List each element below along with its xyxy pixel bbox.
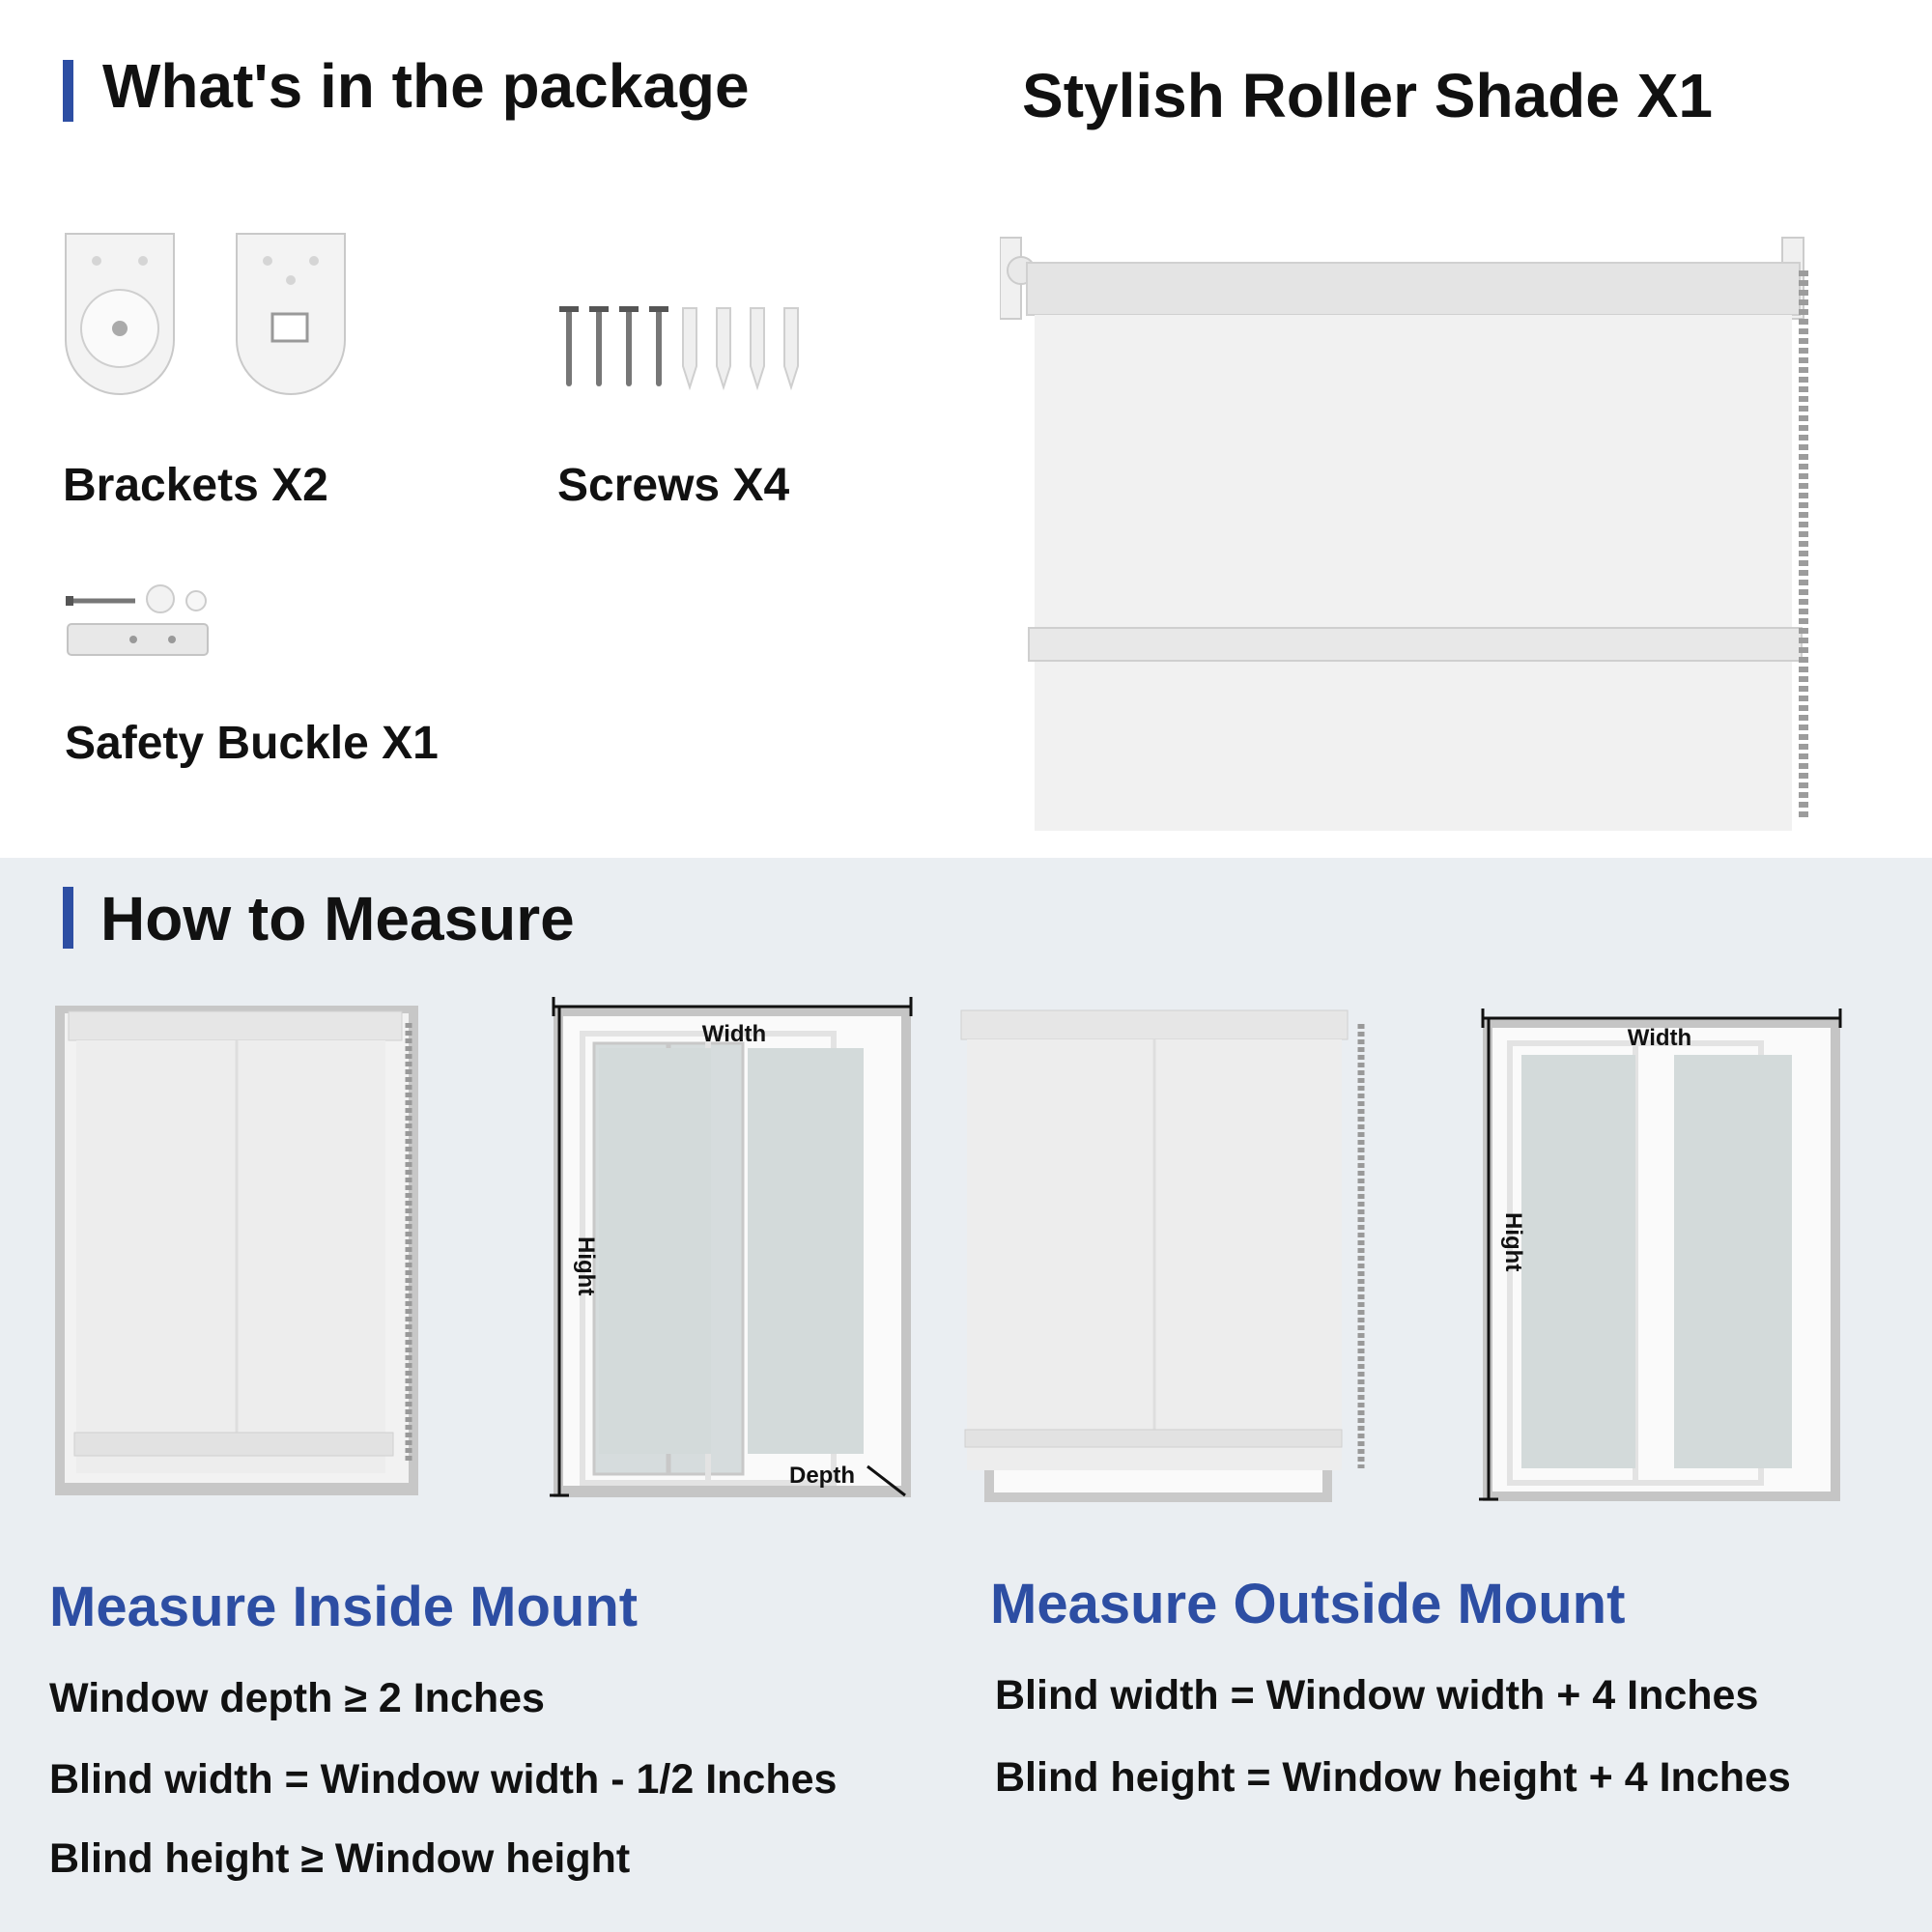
height-dimension-label: Hight bbox=[1500, 1212, 1526, 1272]
inside-mount-shade-diagram bbox=[53, 1000, 420, 1497]
width-dimension-label: Width bbox=[1627, 1025, 1692, 1051]
brackets-image bbox=[58, 222, 367, 396]
outside-mount-rule: Blind height = Window height + 4 Inches bbox=[995, 1754, 1791, 1801]
inside-mount-title: Measure Inside Mount bbox=[49, 1576, 639, 1638]
screws-label: Screws X4 bbox=[557, 460, 790, 511]
outside-mount-window-diagram bbox=[1473, 1005, 1845, 1507]
inside-mount-rule: Blind width = Window width - 1/2 Inches bbox=[49, 1756, 838, 1803]
height-dimension-label: Hight bbox=[573, 1236, 599, 1296]
safety-buckle-image bbox=[66, 582, 220, 659]
brackets-label: Brackets X2 bbox=[63, 460, 328, 511]
outside-mount-title: Measure Outside Mount bbox=[990, 1573, 1626, 1635]
screws-image bbox=[555, 304, 807, 391]
inside-mount-rule: Blind height ≥ Window height bbox=[49, 1835, 631, 1882]
safety-buckle-label: Safety Buckle X1 bbox=[65, 718, 439, 769]
package-title: What's in the package bbox=[102, 51, 750, 121]
roller-shade-image bbox=[1000, 232, 1831, 831]
width-dimension-label: Width bbox=[701, 1021, 767, 1047]
section-accent-bar bbox=[63, 887, 73, 949]
outside-mount-shade-diagram bbox=[952, 1005, 1372, 1507]
shade-label: Stylish Roller Shade X1 bbox=[1022, 61, 1713, 130]
inside-mount-window-diagram bbox=[546, 995, 918, 1502]
outside-mount-rule: Blind width = Window width + 4 Inches bbox=[995, 1672, 1759, 1719]
inside-mount-rule: Window depth ≥ 2 Inches bbox=[49, 1675, 545, 1721]
depth-dimension-label: Depth bbox=[789, 1463, 855, 1489]
measure-title: How to Measure bbox=[100, 884, 575, 953]
section-accent-bar bbox=[63, 60, 73, 122]
